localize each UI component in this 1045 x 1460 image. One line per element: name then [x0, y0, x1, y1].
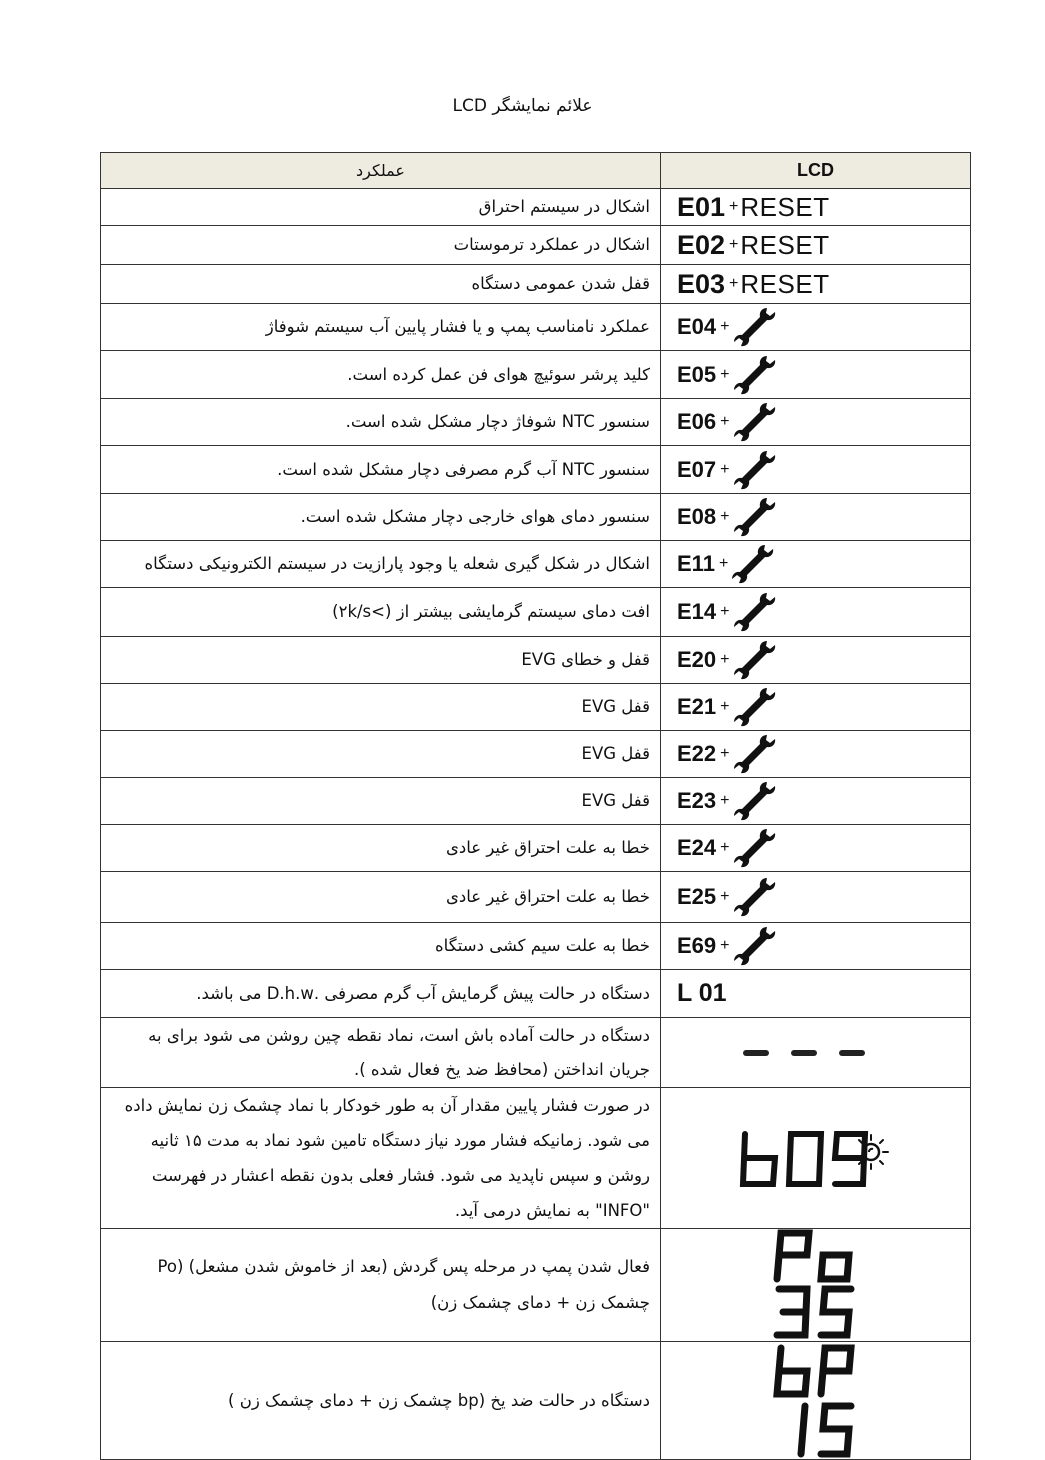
lcd-cell	[661, 351, 971, 399]
table-row	[101, 304, 971, 351]
wrench-icon	[732, 589, 778, 635]
lcd-cell	[661, 923, 971, 970]
wrench-icon	[732, 684, 778, 730]
wrench-icon	[732, 399, 778, 445]
plus-sign: +	[729, 275, 739, 292]
header-lcd: LCD	[661, 153, 971, 189]
error-code: E69	[677, 933, 717, 958]
error-code: E22	[677, 741, 717, 766]
table-row	[101, 778, 971, 825]
lcd-cell	[661, 1229, 971, 1342]
plus-sign: +	[720, 792, 730, 809]
lcd-segment-15	[771, 1402, 861, 1458]
error-code: E06	[677, 409, 717, 434]
row-description: قفل EVG	[101, 778, 661, 825]
table-row	[101, 637, 971, 684]
table-row	[101, 825, 971, 872]
wrench-icon	[732, 825, 778, 871]
lcd-cell	[661, 304, 971, 351]
row-description: دستگاه در حالت آماده باش است، نماد نقطه چین روشن می شود برای به جریان انداختن (محافظ ضد یخ فعال شده ).	[101, 1018, 661, 1088]
error-code: E11	[677, 551, 715, 576]
wrench-icon	[730, 541, 776, 587]
table-row	[101, 588, 971, 637]
table-row	[101, 923, 971, 970]
wrench-icon	[732, 304, 778, 350]
dash-segment	[791, 1050, 817, 1056]
plus-sign: +	[718, 555, 729, 572]
lcd-cell	[661, 494, 971, 541]
plus-sign: +	[720, 839, 730, 856]
plus-sign: +	[720, 460, 730, 478]
wrench-icon	[732, 352, 778, 398]
table-row	[101, 399, 971, 446]
lcd-segment-bp	[771, 1344, 861, 1398]
lcd-cell	[661, 1088, 971, 1229]
table-row	[101, 541, 971, 588]
error-code: E04	[677, 314, 717, 339]
plus-sign: +	[720, 745, 730, 762]
plus-sign: +	[720, 937, 730, 954]
dash-segment	[839, 1050, 865, 1056]
wrench-icon	[732, 731, 778, 777]
reset-label: RESET	[740, 268, 830, 299]
lcd-cell	[661, 265, 971, 304]
lcd-cell	[661, 872, 971, 923]
reset-label: RESET	[740, 191, 830, 222]
plus-sign: +	[720, 888, 730, 905]
row-description: فعال شدن پمپ در مرحله پس گردش (بعد از خاموش شدن مشعل) (Po چشمک زن + دمای چشمک زن)	[101, 1229, 661, 1342]
row-description: قفل EVG	[101, 731, 661, 778]
error-code: E05	[677, 361, 717, 387]
plus-sign: +	[720, 698, 730, 715]
plus-sign: +	[720, 318, 730, 335]
table-row	[101, 189, 971, 226]
plus-sign: +	[720, 365, 730, 383]
lcd-cell	[661, 588, 971, 637]
table-header-row	[101, 153, 971, 189]
error-code: E02	[677, 229, 726, 260]
error-code: E07	[677, 456, 717, 482]
wrench-icon	[732, 874, 778, 920]
lcd-segment-35	[771, 1285, 861, 1341]
row-description: خطا به علت سیم کشی دستگاه	[101, 923, 661, 970]
error-code: E24	[677, 835, 717, 860]
table-row	[101, 1018, 971, 1088]
error-code: E08	[677, 504, 717, 529]
lcd-cell	[661, 399, 971, 446]
error-code: E03	[677, 268, 726, 299]
row-description: دستگاه در حالت ضد یخ (bp چشمک زن + دمای چشمک زن )	[101, 1342, 661, 1460]
table-row	[101, 872, 971, 923]
standby-dashes	[677, 1050, 970, 1056]
lcd-cell	[661, 1342, 971, 1460]
row-description: عملکرد نامناسب پمپ و یا فشار پایین آب سیستم شوفاژ	[101, 304, 661, 351]
row-description: سنسور NTC آب گرم مصرفی دچار مشکل شده است.	[101, 446, 661, 494]
lcd-cell	[661, 778, 971, 825]
table-row	[101, 446, 971, 494]
row-description: افت دمای سیستم گرمایشی بیشتر از (>۲k/s)	[101, 588, 661, 637]
error-code: E23	[677, 788, 717, 813]
table-row	[101, 970, 971, 1018]
lcd-cell	[661, 189, 971, 226]
lcd-cell	[661, 446, 971, 494]
error-code: E20	[677, 647, 717, 672]
wrench-icon	[732, 447, 778, 493]
plus-sign: +	[720, 508, 730, 525]
error-code: E21	[677, 694, 717, 719]
dash-segment	[743, 1050, 769, 1056]
wrench-icon	[732, 923, 778, 969]
header-function: عملکرد	[101, 153, 661, 189]
table-row	[101, 494, 971, 541]
row-description: قفل و خطای EVG	[101, 637, 661, 684]
table-row	[101, 351, 971, 399]
plus-sign: +	[720, 651, 730, 668]
row-description: خطا به علت احتراق غیر عادی	[101, 872, 661, 923]
error-code: E14	[677, 599, 717, 624]
plus-sign: +	[720, 603, 730, 620]
lcd-cell	[661, 684, 971, 731]
row-description: سنسور دمای هوای خارجی دچار مشکل شده است.	[101, 494, 661, 541]
row-description: اشکال در شکل گیری شعله یا وجود پارازیت در سیستم الکترونیکی دستگاه	[101, 541, 661, 588]
table-row	[101, 731, 971, 778]
plus-sign: +	[729, 236, 739, 253]
wrench-icon	[732, 778, 778, 824]
table-row	[101, 1229, 971, 1342]
table-row	[101, 1342, 971, 1460]
error-code: E25	[677, 884, 717, 909]
lcd-cell	[661, 731, 971, 778]
wrench-icon	[732, 637, 778, 683]
lcd-segment-po	[771, 1229, 861, 1283]
blinking-sun-icon	[853, 1132, 893, 1172]
table-row	[101, 1088, 971, 1229]
lcd-cell	[661, 541, 971, 588]
row-description: قفل EVG	[101, 684, 661, 731]
row-description: قفل شدن عمومی دستگاه	[101, 265, 661, 304]
table-row	[101, 684, 971, 731]
lcd-cell	[661, 1018, 971, 1088]
row-description: در صورت فشار پایین مقدار آن به طور خودکار با نماد چشمک زن نمایش داده می شود. زمانیکه فشار مورد نیاز دستگاه تامین شود نماد به مدت ۱۵ ثانیه روشن و سپس ناپدید می شود. فشار فعلی بدون نقطه اعشار در فهرست "INFO" به نمایش درمی آید.	[101, 1088, 661, 1229]
table-row	[101, 226, 971, 265]
row-description: سنسور NTC شوفاژ دچار مشکل شده است.	[101, 399, 661, 446]
table-row	[101, 265, 971, 304]
row-description: اشکال در سیستم احتراق	[101, 189, 661, 226]
reset-label: RESET	[740, 229, 830, 260]
row-description: کلید پرشر سوئیچ هوای فن عمل کرده است.	[101, 351, 661, 399]
lcd-cell	[661, 637, 971, 684]
row-description: دستگاه در حالت پیش گرمایش آب گرم مصرفی .D.h.w می باشد.	[101, 970, 661, 1018]
error-code: E01	[677, 191, 726, 222]
lcd-code-l01: L 01	[677, 979, 727, 1007]
lcd-codes-table	[100, 152, 971, 1460]
page-title: علائم نمایشگر LCD	[452, 96, 593, 116]
wrench-icon	[732, 494, 778, 540]
lcd-cell	[661, 825, 971, 872]
plus-sign: +	[729, 198, 739, 215]
row-description: خطا به علت احتراق غیر عادی	[101, 825, 661, 872]
row-description: اشکال در عملکرد ترموستات	[101, 226, 661, 265]
plus-sign: +	[720, 413, 730, 430]
lcd-cell	[661, 970, 971, 1018]
lcd-cell	[661, 226, 971, 265]
